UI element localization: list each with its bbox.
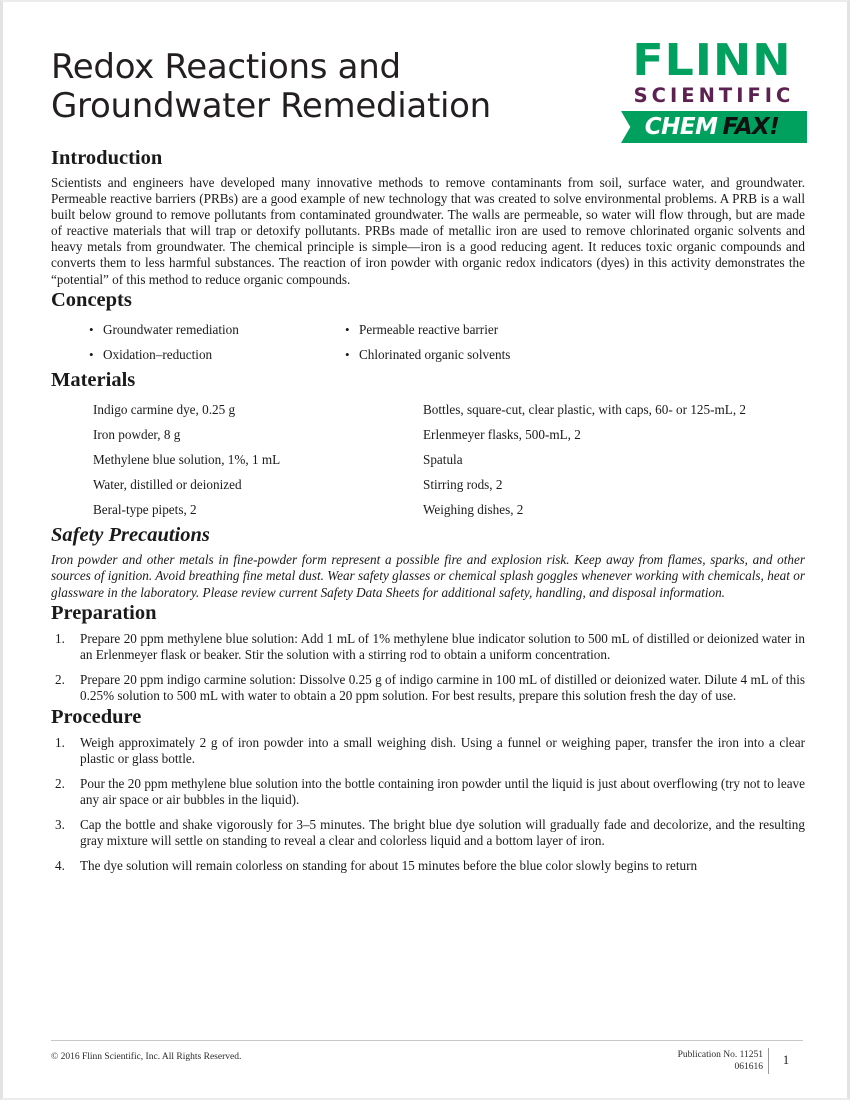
footer-date-code: 061616	[734, 1061, 763, 1072]
list-item: Erlenmeyer flasks, 500-mL, 2	[423, 426, 581, 442]
document-header	[51, 35, 805, 146]
introduction-paragraph: Scientists and engineers have developed many innovative methods to remove contaminants from soil, surface water, and groundwater. Permeable reactive barriers (PRBs) are a good example of new technology that was created to solve environmental problems. A PRB is a wall built below ground to remove pollutants from contaminated groundwater. The walls are permeable, so water will flow through, but are made of reactive materials that will trap or detoxify pollutants. PRBs made of metallic iron are used to remove chlorinated organic solvents and heavy metals from groundwater. The chemical principle is simple—iron is a good reducing agent. It reduces toxic organic compounds and converts them to less harmful substances. The reaction of iron powder with organic redox indicators (dyes) in this activity demonstrates the “potential” of this method to reduce organic compounds.	[51, 175, 805, 287]
list-item: Water, distilled or deionized	[93, 476, 242, 492]
list-item: Iron powder, 8 g	[93, 426, 181, 442]
materials-column-right	[423, 398, 803, 523]
banner-fax-text: FAX!	[722, 114, 780, 140]
footer-copyright: © 2016 Flinn Scientific, Inc. All Rights Reserved.	[51, 1052, 242, 1062]
heading-safety-precautions: Safety Precautions	[51, 523, 210, 546]
list-item: Spatula	[423, 451, 463, 467]
footer-divider	[51, 1040, 803, 1041]
list-item: Prepare 20 ppm methylene blue solution: Add 1 mL of 1% methylene blue indicator solution to 500 mL of distilled or deionized water in an Erlenmeyer flask or beaker. Stir the solution with a stirring rod to obtain a uniform concentration.	[80, 631, 805, 663]
footer-page-number: 1	[782, 1053, 790, 1067]
page-content	[51, 35, 805, 874]
list-item: The dye solution will remain colorless on standing for about 15 minutes before the blue color slowly begins to return	[80, 858, 698, 874]
materials-list	[51, 398, 805, 523]
concepts-list	[51, 318, 805, 368]
heading-materials: Materials	[51, 368, 136, 391]
banner-text-group	[617, 111, 807, 143]
list-item: Pour the 20 ppm methylene blue solution into the bottle containing iron powder until the liquid is just about overflowing (try not to leave any air space or air bubbles in the liquid).	[80, 775, 805, 807]
list-item: Indigo carmine dye, 0.25 g	[93, 401, 236, 417]
list-item: Beral-type pipets, 2	[93, 501, 197, 517]
list-item: Weigh approximately 2 g of iron powder into a small weighing dish. Using a funnel or weighing paper, transfer the iron into a clear plastic or glass bottle.	[80, 734, 805, 766]
concepts-column-left	[89, 318, 345, 368]
heading-preparation: Preparation	[51, 602, 157, 625]
procedure-steps	[51, 735, 805, 875]
list-item: Prepare 20 ppm indigo carmine solution: Dissolve 0.25 g of indigo carmine in 100 mL of distilled or deionized water. Dilute 4 mL of this 0.25% solution to 500 mL with water to obtain a 20 ppm solution. For best results, prepare this solution fresh the day of use.	[80, 672, 805, 704]
list-item: • Chlorinated organic solvents	[345, 343, 601, 368]
list-item: • Permeable reactive barrier	[345, 318, 601, 343]
chemfax-banner	[617, 111, 807, 143]
logo-brand-text: FLINN	[632, 35, 792, 86]
list-item: Weighing dishes, 2	[423, 501, 524, 517]
heading-concepts: Concepts	[51, 288, 132, 311]
footer-publication-number: Publication No. 11251	[677, 1050, 763, 1060]
list-item: • Oxidation–reduction	[89, 343, 345, 368]
concepts-column-right	[345, 318, 601, 368]
footer-publication-info	[678, 1050, 763, 1073]
heading-introduction: Introduction	[51, 147, 163, 169]
list-item: • Groundwater remediation	[89, 318, 345, 343]
flinn-scientific-logo	[617, 35, 807, 156]
heading-procedure: Procedure	[51, 705, 142, 728]
footer-page-number-container	[768, 1048, 803, 1074]
page-title	[51, 38, 611, 126]
title-line-2: Groundwater Remediation	[51, 86, 491, 126]
safety-paragraph: Iron powder and other metals in fine-powder form represent a possible fire and explosion risk. Keep away from flames, sparks, and other sources of ignition. Avoid breathing fine metal dust. Wear safety glasses or chemical splash goggles whenever working with chemicals, heat or glassware in the laboratory. Please review current Safety Data Sheets for additional safety, handling, and disposal information.	[51, 551, 805, 600]
list-item: Cap the bottle and shake vigorously for 3–5 minutes. The bright blue dye solution will gradually fade and decolorize, and the resulting gray mixture will settle on standing to reveal a clear and colorless liquid and a bottom layer of iron.	[80, 816, 805, 848]
page-footer	[51, 1040, 803, 1074]
logo-subbrand-text: SCIENTIFIC	[633, 84, 795, 107]
preparation-steps	[51, 631, 805, 704]
materials-column-left	[93, 398, 423, 523]
list-item: Bottles, square-cut, clear plastic, with caps, 60- or 125-mL, 2	[423, 401, 747, 417]
list-item: Methylene blue solution, 1%, 1 mL	[93, 451, 281, 467]
title-line-1: Redox Reactions and	[51, 47, 401, 87]
list-item: Stirring rods, 2	[423, 476, 503, 492]
banner-chem-text: CHEM	[644, 114, 718, 140]
